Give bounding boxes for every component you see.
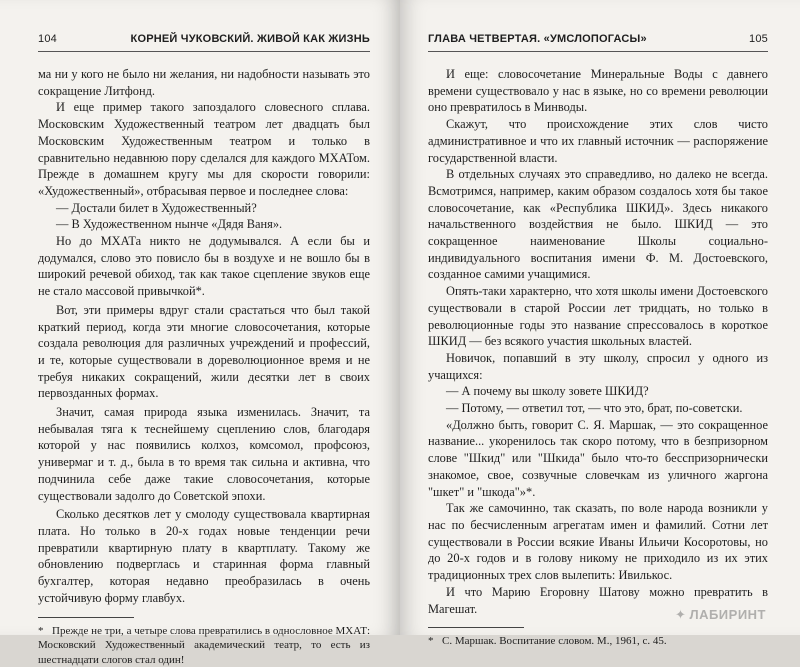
paragraph: ма ни у кого не было ни желания, ни надобности называть это сокращение Литфонд.: [38, 66, 370, 99]
footnote-mark: *: [428, 634, 442, 649]
paragraph: Но до МХАТа никто не додумывался. А если бы и додумался, слово это повисло бы в воздухе и не вошло бы в широкий речевой обиход, так как такое сцепление звуков еще не стало массовой привычкой*.: [38, 233, 370, 300]
paragraph: В отдельных случаях это справедливо, но далеко не всегда. Всмотримся, например, каким образом создалось хотя бы такое словосочетание, как «Республика ШКИД». Здесь никакого начальственного воздействия не было. ШКИД — это сокращенное наименование Школы социально-индивидуального воспитания имени Ф. М. Достоевского, созданное самими учащимися.: [428, 166, 768, 283]
paragraph: И еще пример такого запоздалого словесного сплава. Московским Художественный театром лет двадцать был Московским Художественным театром и только в сравнительно недавнюю пору сделался для каждого МХАТом. Прежде в домашнем кругу мы для скорости говорили: «Художественный», отбрасывая первое и последнее слова:: [38, 99, 370, 199]
running-head: ГЛАВА ЧЕТВЕРТАЯ. «УМСЛОПОГАСЫ»: [428, 33, 647, 45]
paragraph: Значит, самая природа языка изменилась. Значит, та небывалая тяга к теснейшему сцеплению слов, благодаря которой у нас появились колхоз, комсомол, профсоюз, универмаг и т. д., была в то время так сильна и активна, что подчинила себе даже такие словосочетания, которые существовали задолго до Советской эпохи.: [38, 404, 370, 504]
paragraph: — В Художественном нынче «Дядя Ваня».: [38, 216, 370, 233]
logo-text: ЛАБИРИНТ: [689, 607, 766, 622]
page-number: 104: [38, 33, 57, 45]
footnote: [38, 624, 370, 667]
right-body-text: [428, 66, 768, 617]
paragraph: И что Марию Егоровну Шатову можно превратить в Магешат.: [428, 584, 768, 617]
paragraph: Вот, эти примеры вдруг стали срастаться что был такой краткий период, когда эти многие словосочетания, которые создала революция для различных учреждений и профессий, и те, которые существовали в дореволюционное время и не требуя никаких сокращений, жили десятки лет в своих первозданных формах.: [38, 302, 370, 402]
paragraph: — Потому, — ответил тот, — что это, брат, по-советски.: [428, 400, 768, 417]
footnote-rule: [428, 627, 524, 628]
running-head: КОРНЕЙ ЧУКОВСКИЙ. ЖИВОЙ КАК ЖИЗНЬ: [131, 33, 370, 45]
paragraph: «Должно быть, говорит С. Я. Маршак, — это сокращенное название... укоренилось так скоро потому, что в безпризорном слове "Шкид" или "Шкида" было что-то бесспризорнически знакомое, свое, созвучные словечкам из уличного жаргона "шкет" и "шкода"»*.: [428, 417, 768, 501]
paragraph: Опять-таки характерно, что хотя школы имени Достоевского существовали в старой России лет тридцать, но только в революционные годы это название спрессовалось в короткое ШКИД — без всякого участия школьных властей.: [428, 283, 768, 350]
paragraph: — Достали билет в Художественный?: [38, 200, 370, 217]
footnote-mark: *: [38, 624, 52, 639]
bird-icon: ✦: [675, 607, 686, 623]
footnote-rule: [38, 617, 134, 618]
right-page: [400, 0, 800, 635]
paragraph: Сколько десятков лет у смолоду существовала квартирная плата. Но только в 20-х годах новые тенденции речи превратили квартирную плату в квартплату. Такому же обновлению подверглась и старинная форма главный бухгалтер, которая недавно преобразилась в очень устойчивую форму главбух.: [38, 506, 370, 606]
paragraph: Так же самочинно, так сказать, по воле народа возникли у нас по бесчисленным агрегатам имен и фамилий. Сотни лет существовали в России всякие Иваны Ильичи Косоротовы, но до 20-х годов и в голову никому не приходило из их этих традиционных трех слов вылепить: Ивилькос.: [428, 500, 768, 584]
paragraph: — А почему вы школу зовете ШКИД?: [428, 383, 768, 400]
paragraph: И еще: словосочетание Минеральные Воды с давнего времени существовало у нас в языке, но со времени революции оно превратилось в Минводы.: [428, 66, 768, 116]
left-page: [0, 0, 400, 635]
paragraph: Новичок, попавший в эту школу, спросил у одного из учащихся:: [428, 350, 768, 383]
paragraph: Скажут, что происхождение этих слов чисто административное и что их главный источник — распоряжение государственной власти.: [428, 116, 768, 166]
right-page-header: [428, 30, 768, 52]
watermark-logo: [675, 607, 766, 623]
footnote-text: Прежде не три, а четыре слова превратились в однословное МХАТ: Московский Художественный академический театр, то есть из шестнадцати слогов стал один!: [38, 625, 370, 666]
footnote-text: С. Маршак. Воспитание словом. М., 1961, с. 45.: [442, 635, 667, 647]
left-body-text: [38, 66, 370, 607]
left-page-header: [38, 30, 370, 52]
page-number: 105: [749, 33, 768, 45]
footnote: [428, 634, 768, 649]
